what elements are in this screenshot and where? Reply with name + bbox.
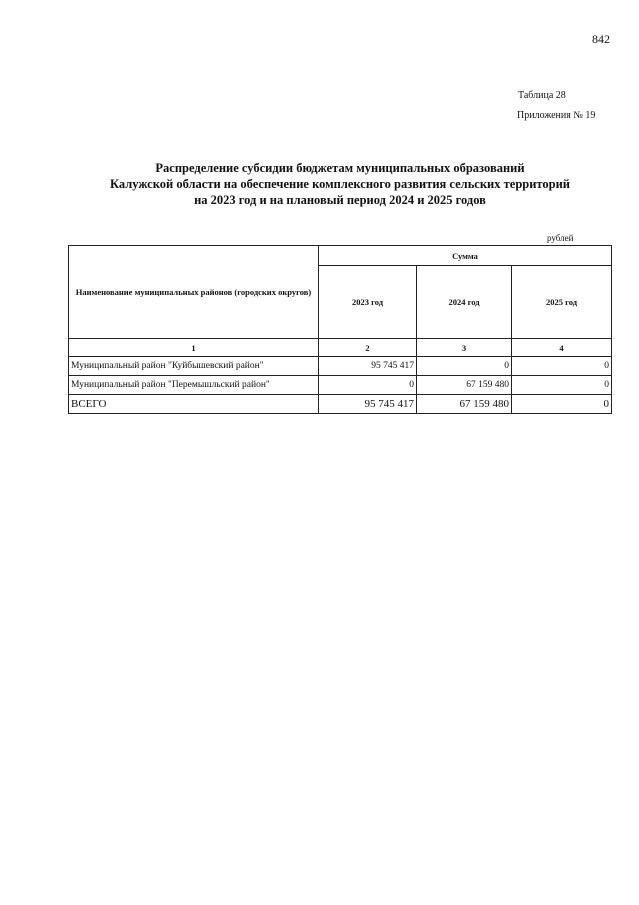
row-value-2024: 0	[417, 357, 512, 376]
column-number-3: 3	[417, 339, 512, 357]
column-number-2: 2	[319, 339, 417, 357]
table-reference: Таблица 28	[518, 90, 566, 101]
table-row	[69, 376, 612, 395]
row-value-2023: 0	[319, 376, 417, 395]
page-number: 842	[592, 32, 610, 46]
total-row	[69, 395, 612, 414]
header-municipality-name: Наименование муниципальных районов (городских округов)	[69, 246, 319, 339]
row-value-2023: 95 745 417	[319, 357, 417, 376]
column-number-4: 4	[512, 339, 612, 357]
table-row	[69, 357, 612, 376]
row-value-2025: 0	[512, 357, 612, 376]
title-line-3: на 2023 год и на плановый период 2024 и 2025 годов	[194, 193, 486, 207]
header-sum: Сумма	[319, 246, 612, 266]
total-label: ВСЕГО	[69, 395, 319, 414]
total-value-2025: 0	[512, 395, 612, 414]
row-value-2025: 0	[512, 376, 612, 395]
row-name: Муниципальный район "Перемышльский район"	[69, 376, 319, 395]
total-value-2024: 67 159 480	[417, 395, 512, 414]
title-line-2: Калужской области на обеспечение комплексного развития сельских территорий	[109, 177, 571, 191]
header-year-2023: 2023 год	[319, 266, 417, 339]
units-label: рублей	[547, 233, 574, 243]
column-number-1: 1	[69, 339, 319, 357]
row-value-2024: 67 159 480	[417, 376, 512, 395]
appendix-reference: Приложения № 19	[517, 110, 596, 121]
title-line-1: Распределение субсидии бюджетам муниципальных образований	[155, 161, 525, 175]
header-year-2025: 2025 год	[512, 266, 612, 339]
row-name: Муниципальный район "Куйбышевский район"	[69, 357, 319, 376]
header-year-2024: 2024 год	[417, 266, 512, 339]
subsidy-table	[68, 245, 612, 414]
document-title	[60, 160, 620, 208]
total-value-2023: 95 745 417	[319, 395, 417, 414]
